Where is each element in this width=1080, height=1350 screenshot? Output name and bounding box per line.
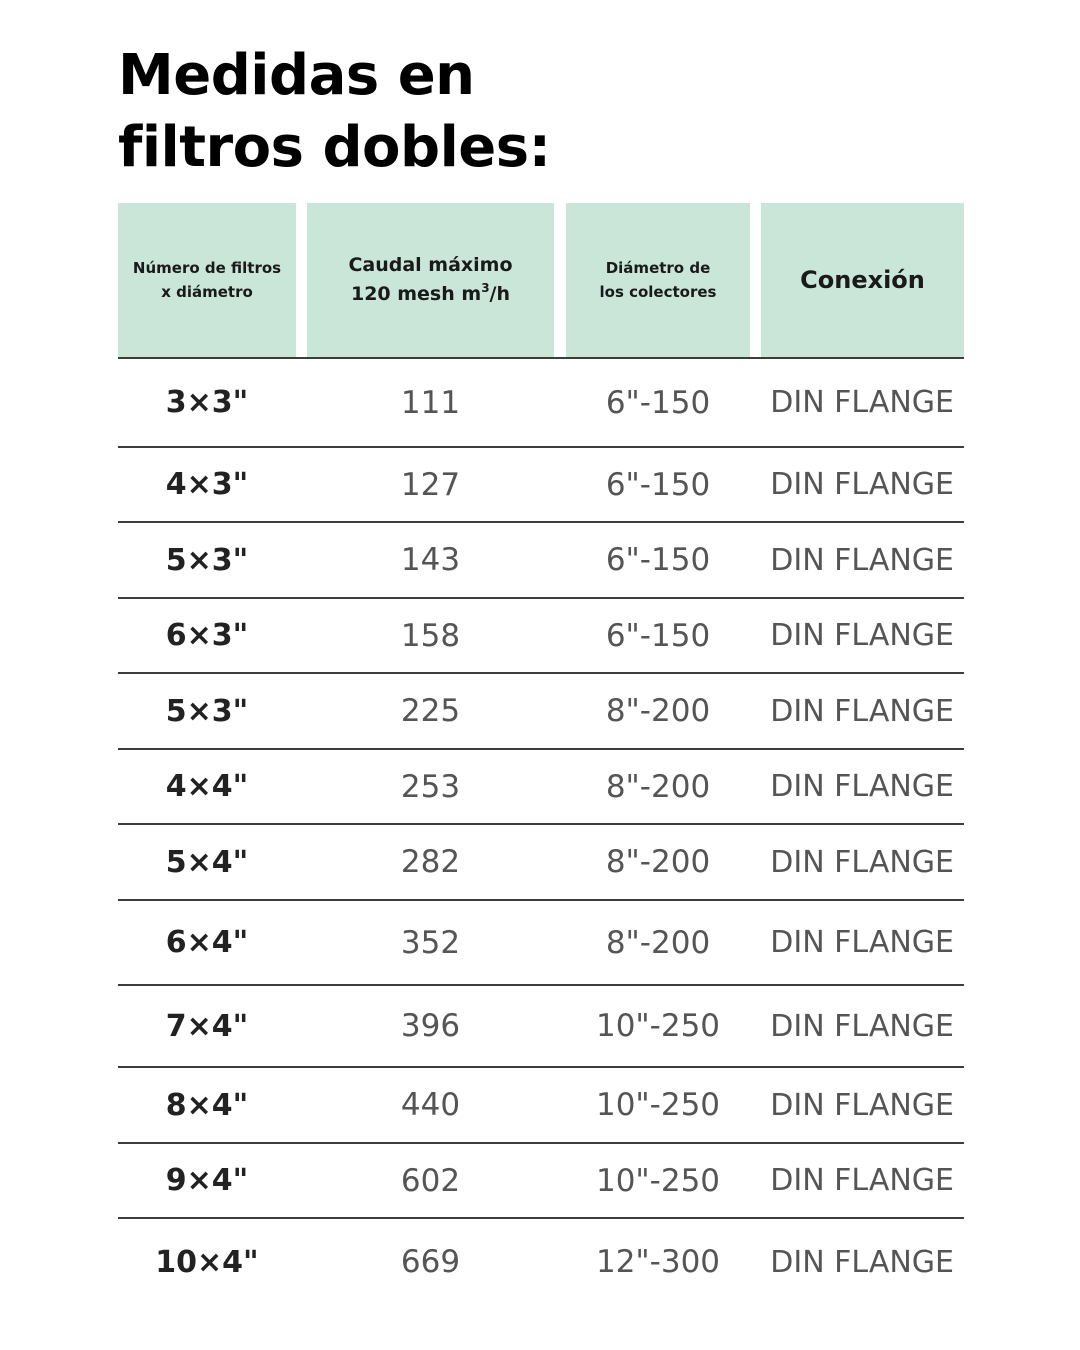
- header-filters-diameter: [118, 203, 296, 357]
- cell-max-flow: 669: [400, 1244, 461, 1280]
- cell-connection: DIN FLANGE: [770, 844, 954, 880]
- header-filters-diameter-line-2: x diámetro: [161, 283, 253, 301]
- cell-collector-diameter: 10"-250: [595, 1162, 721, 1199]
- header-max-flow-unit: 120 mesh m: [350, 283, 482, 305]
- table-body: [118, 359, 964, 1305]
- table-row: [118, 1068, 964, 1144]
- table-row: [118, 1144, 964, 1219]
- table-row: [118, 825, 964, 901]
- header-filters-diameter-line-1: Número de filtros: [132, 259, 282, 277]
- cell-collector-diameter: 8"-200: [605, 844, 711, 880]
- cell-max-flow: 111: [400, 384, 461, 421]
- table-row: [118, 1219, 964, 1305]
- header-max-flow-line-1: Caudal máximo: [348, 254, 513, 276]
- cell-max-flow: 158: [400, 617, 461, 654]
- cell-connection: DIN FLANGE: [770, 618, 954, 653]
- cell-collector-diameter: 6"-150: [605, 384, 711, 421]
- cell-filters-diameter: 5×3": [165, 693, 249, 729]
- header-max-flow-unit-tail: /h: [489, 283, 511, 305]
- cell-filters-diameter: 5×3": [165, 542, 249, 578]
- cell-collector-diameter: 8"-200: [605, 924, 711, 961]
- cell-filters-diameter: 10×4": [155, 1244, 259, 1280]
- table-row: [118, 523, 964, 599]
- header-max-flow-superscript: 3: [481, 281, 490, 295]
- cell-collector-diameter: 6"-150: [605, 542, 711, 578]
- cell-collector-diameter: 10"-250: [595, 1008, 721, 1044]
- cell-max-flow: 440: [400, 1087, 461, 1123]
- cell-collector-diameter: 6"-150: [605, 617, 711, 654]
- cell-max-flow: 352: [400, 924, 461, 961]
- page-title-line-1: Medidas en: [118, 43, 475, 108]
- cell-connection: DIN FLANGE: [770, 467, 954, 502]
- page-title: [118, 40, 918, 184]
- header-collector-diameter-line-2: los colectores: [599, 283, 717, 301]
- table-row: [118, 750, 964, 825]
- table-header-row: [118, 203, 964, 359]
- cell-connection: DIN FLANGE: [770, 925, 954, 960]
- cell-max-flow: 396: [400, 1008, 461, 1044]
- table-row: [118, 448, 964, 523]
- cell-connection: DIN FLANGE: [770, 1008, 954, 1044]
- cell-max-flow: 127: [400, 466, 461, 503]
- cell-filters-diameter: 3×3": [165, 385, 249, 420]
- table-row: [118, 986, 964, 1068]
- header-collector-diameter: [566, 203, 750, 357]
- cell-collector-diameter: 6"-150: [605, 466, 711, 503]
- table-row: [118, 901, 964, 986]
- cell-filters-diameter: 6×4": [165, 925, 249, 960]
- cell-filters-diameter: 9×4": [165, 1163, 249, 1198]
- cell-filters-diameter: 6×3": [165, 618, 249, 653]
- header-connection-label: Conexión: [800, 266, 925, 294]
- filter-spec-table: [118, 203, 964, 1305]
- table-row: [118, 359, 964, 448]
- cell-collector-diameter: 8"-200: [605, 693, 711, 729]
- cell-connection: DIN FLANGE: [770, 542, 954, 578]
- table-row: [118, 599, 964, 674]
- header-max-flow: [307, 203, 554, 357]
- page-title-line-2: filtros dobles:: [118, 115, 551, 180]
- cell-connection: DIN FLANGE: [770, 1087, 954, 1123]
- cell-max-flow: 602: [400, 1162, 461, 1199]
- cell-filters-diameter: 7×4": [165, 1008, 249, 1044]
- cell-collector-diameter: 12"-300: [595, 1244, 721, 1280]
- cell-connection: DIN FLANGE: [770, 1163, 954, 1198]
- cell-connection: DIN FLANGE: [770, 1244, 954, 1280]
- cell-filters-diameter: 8×4": [165, 1087, 249, 1123]
- cell-max-flow: 253: [400, 768, 461, 805]
- header-connection: [761, 203, 964, 357]
- cell-collector-diameter: 10"-250: [595, 1087, 721, 1123]
- table-row: [118, 674, 964, 750]
- cell-filters-diameter: 4×3": [165, 467, 249, 502]
- cell-max-flow: 225: [400, 693, 461, 729]
- cell-connection: DIN FLANGE: [770, 769, 954, 804]
- cell-collector-diameter: 8"-200: [605, 768, 711, 805]
- cell-max-flow: 282: [400, 844, 461, 880]
- cell-filters-diameter: 5×4": [165, 844, 249, 880]
- cell-max-flow: 143: [400, 542, 461, 578]
- cell-connection: DIN FLANGE: [770, 693, 954, 729]
- header-collector-diameter-line-1: Diámetro de: [605, 259, 711, 277]
- cell-connection: DIN FLANGE: [770, 385, 954, 420]
- header-max-flow-line-2: [348, 280, 512, 309]
- cell-filters-diameter: 4×4": [165, 769, 249, 804]
